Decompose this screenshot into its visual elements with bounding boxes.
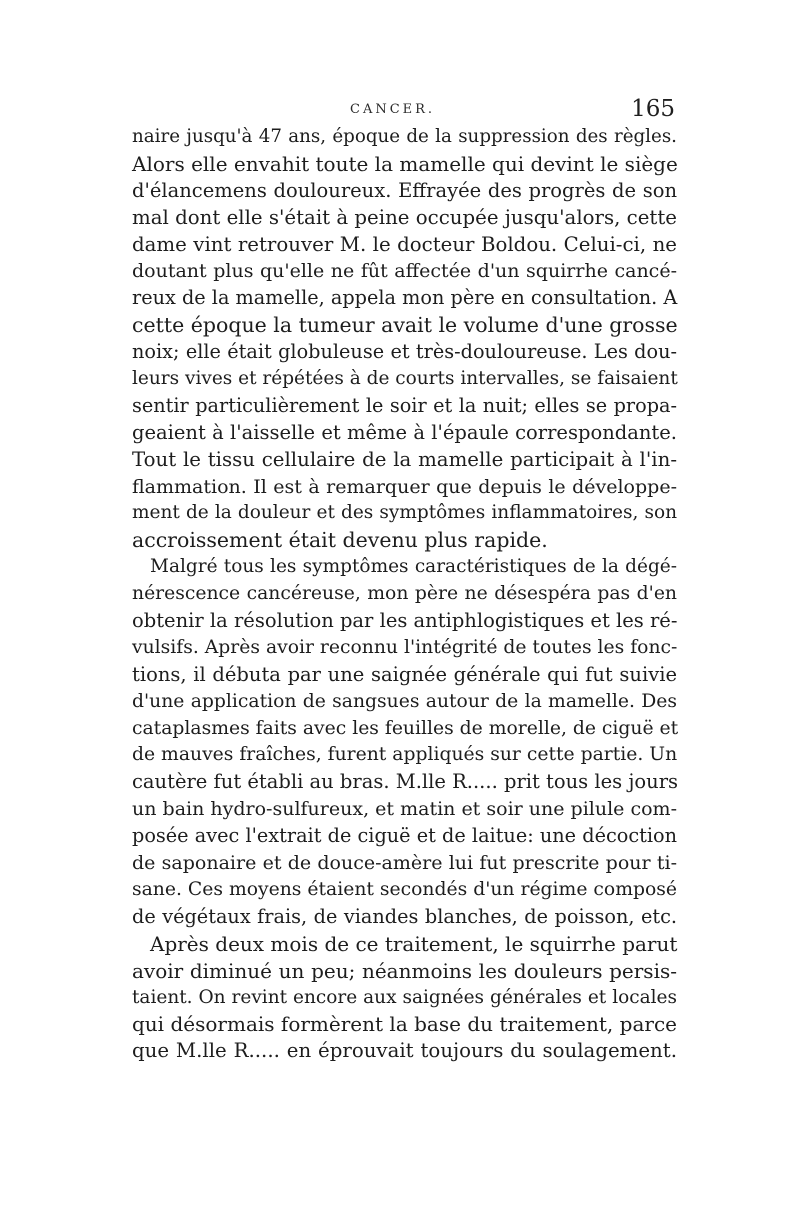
text-line: dame vint retrouver M. le docteur Boldou. Celui-ci, ne bbox=[132, 232, 677, 256]
text-line: de saponaire et de douce-amère lui fut prescrite pour ti- bbox=[132, 852, 677, 875]
text-line: reux de la mamelle, appela mon père en consultation. A bbox=[132, 286, 678, 310]
body-text bbox=[132, 124, 677, 1065]
text-line: cautère fut établi au bras. M.lle R..... prit tous les jours bbox=[132, 770, 679, 794]
text-line: sentir particulièrement le soir et la nuit; elles se propa- bbox=[132, 393, 677, 417]
text-line: mal dont elle s'était à peine occupée jusqu'alors, cette bbox=[132, 205, 677, 229]
text-line: que M.lle R..... en éprouvait toujours du soulagement. bbox=[132, 1039, 677, 1063]
text-line: d'élancemens douloureux. Effrayée des progrès de son bbox=[132, 178, 677, 202]
text-line: naire jusqu'à 47 ans, époque de la suppression des règles. bbox=[132, 126, 677, 147]
text-line: flammation. Il est à remarquer que depuis le développe- bbox=[132, 475, 677, 498]
text-line: doutant plus qu'elle ne fût affectée d'un squirrhe cancé- bbox=[132, 260, 677, 283]
text-line: sane. Ces moyens étaient secondés d'un régime composé bbox=[132, 878, 677, 900]
text-line: leurs vives et répétées à de courts intervalles, se faisaient bbox=[132, 368, 678, 390]
text-line: taient. On revint encore aux saignées générales et locales bbox=[132, 986, 677, 1008]
text-line: geaient à l'aisselle et même à l'épaule correspondante. bbox=[132, 420, 677, 444]
text-line: de mauves fraîches, furent appliqués sur cette partie. Un bbox=[132, 744, 678, 766]
text-line: un bain hydro-sulfureux, et matin et soir une pilule com- bbox=[132, 798, 677, 821]
text-line: d'une application de sangsues autour de la mamelle. Des bbox=[132, 690, 677, 712]
text-line: de végétaux frais, de viandes blanches, de poisson, etc. bbox=[132, 904, 677, 928]
running-title: CANCER. bbox=[350, 102, 436, 117]
text-line: ment de la douleur et des symptômes inflammatoires, son bbox=[132, 502, 677, 524]
text-line: qui désormais formèrent la base du traitement, parce bbox=[132, 1012, 677, 1037]
text-line: cataplasmes faits avec les feuilles de morelle, de ciguë et bbox=[132, 717, 679, 739]
page-number: 165 bbox=[631, 96, 675, 122]
text-line: accroissement était devenu plus rapide. bbox=[132, 528, 548, 553]
text-line: noix; elle était globuleuse et très-douloureuse. Les dou- bbox=[132, 340, 677, 364]
paragraph bbox=[132, 124, 677, 554]
text-line: avoir diminué un peu; néanmoins les douleurs persis- bbox=[132, 958, 677, 983]
text-line: vulsifs. Après avoir reconnu l'intégrité de toutes les fonc- bbox=[132, 636, 678, 658]
text-line: Alors elle envahit toute la mamelle qui devint le siège bbox=[132, 151, 678, 176]
text-line: cette époque la tumeur avait le volume d'une grosse bbox=[132, 313, 678, 338]
text-line: posée avec l'extrait de ciguë et de laitue: une décoction bbox=[132, 824, 677, 848]
paragraph bbox=[132, 931, 677, 1065]
text-line: Malgré tous les symptômes caractéristiques de la dégé- bbox=[150, 556, 677, 578]
text-line: obtenir la résolution par les antiphlogistiques et les ré- bbox=[132, 609, 678, 633]
text-line: tions, il débuta par une saignée générale qui fut suivie bbox=[132, 662, 677, 686]
text-line: Tout le tissu cellulaire de la mamelle participait à l'in- bbox=[132, 447, 677, 471]
running-head bbox=[132, 96, 677, 124]
text-line: nérescence cancéreuse, mon père ne désespéra pas d'en bbox=[132, 583, 677, 605]
text-line: Après deux mois de ce traitement, le squirrhe parut bbox=[150, 931, 678, 956]
paragraph bbox=[132, 554, 677, 930]
